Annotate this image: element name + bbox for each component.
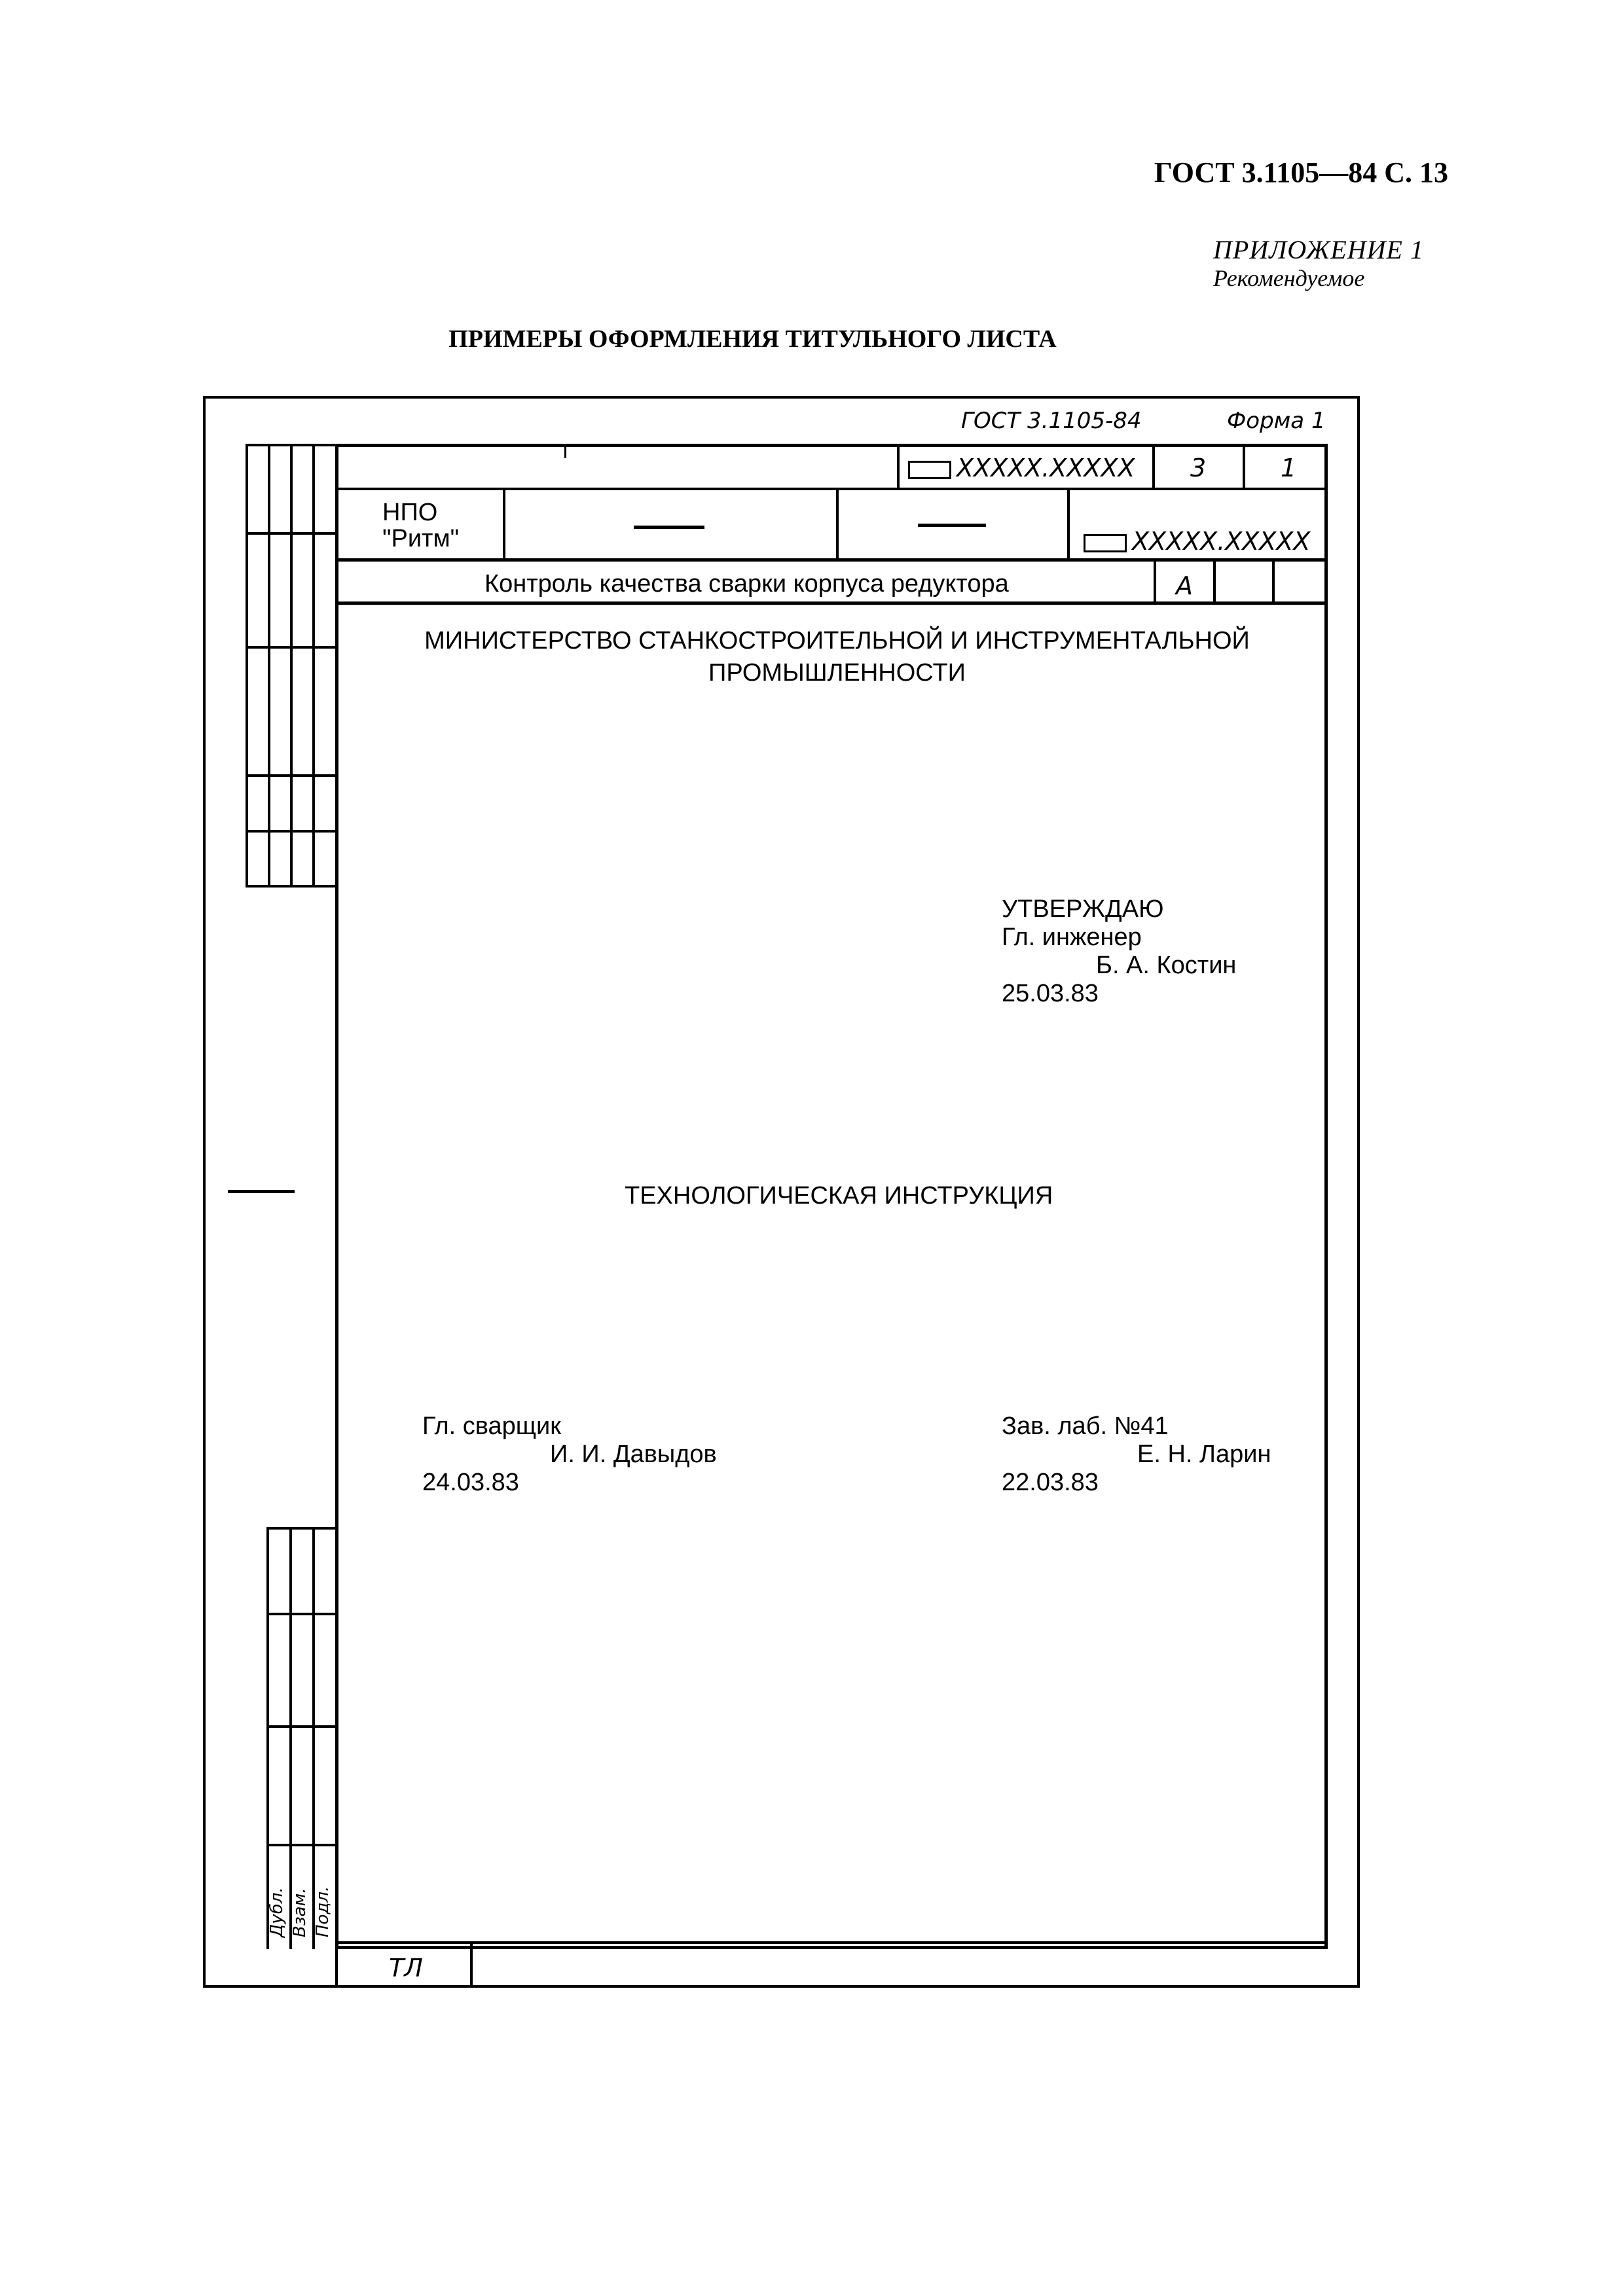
sheet-number: 1 — [1281, 454, 1297, 482]
footer-row-line — [335, 1941, 1328, 1944]
side-label-podl: Подл. — [313, 1886, 333, 1937]
form-number: Форма 1 — [1227, 408, 1326, 434]
section-title: ПРИМЕРЫ ОФОРМЛЕНИЯ ТИТУЛЬНОГО ЛИСТА — [448, 325, 1057, 353]
footer-code: ТЛ — [389, 1954, 423, 1982]
appendix-label: ПРИЛОЖЕНИЕ 1 — [1213, 235, 1424, 264]
dash-mark — [918, 524, 986, 527]
stamp-divider — [1243, 444, 1245, 489]
signer-right-role: Зав. лаб. №41 — [1002, 1412, 1169, 1440]
stamp-row3-bottom — [335, 601, 1328, 605]
signer-right-date: 22.03.83 — [1002, 1469, 1099, 1496]
stamp-divider — [1213, 560, 1216, 603]
code-frame-icon — [1084, 534, 1127, 552]
letter: А — [1176, 571, 1193, 600]
approval-date: 25.03.83 — [1002, 980, 1099, 1007]
stamp-divider — [897, 444, 900, 489]
stamp-divider — [1272, 560, 1275, 603]
signer-left-role: Гл. сварщик — [422, 1412, 561, 1440]
stamp-tick — [564, 444, 566, 458]
signer-left-date: 24.03.83 — [422, 1469, 519, 1496]
doc-code-1-text: XXXXX.XXXXX — [957, 454, 1135, 482]
code-frame-icon — [908, 461, 951, 479]
stamp-row1-bottom — [335, 488, 1328, 490]
side-label-vzam: Взам. — [290, 1888, 310, 1937]
side-label-dubl: Дубл. — [267, 1887, 287, 1937]
approval-word: УТВЕРЖДАЮ — [1002, 895, 1164, 923]
document-type: ТЕХНОЛОГИЧЕСКАЯ ИНСТРУКЦИЯ — [625, 1182, 1053, 1210]
approval-name: Б. А. Костин — [1096, 952, 1237, 979]
doc-title: Контроль качества сварки корпуса редуктора — [484, 570, 1009, 598]
ministry-name: МИНИСТЕРСТВО СТАНКОСТРОИТЕЛЬНОЙ И ИНСТРУМЕНТАЛЬНОЙ ПРОМЫШЛЕННОСТИ — [424, 627, 1250, 687]
doc-code-2 — [1084, 529, 1310, 554]
signer-left-name: И. И. Давыдов — [550, 1441, 717, 1468]
footer-divider — [470, 1943, 473, 1986]
dash-mark — [634, 526, 704, 529]
footer-left-border — [335, 1943, 338, 1986]
appendix-status: Рекомендуемое — [1213, 265, 1365, 291]
sheet-count: 3 — [1190, 454, 1207, 482]
stamp-divider — [1154, 560, 1156, 603]
page-header: ГОСТ 3.1105—84 С. 13 — [1154, 156, 1448, 188]
stamp-divider — [503, 489, 505, 560]
organization: НПО "Ритм" — [382, 499, 460, 552]
form-standard: ГОСТ 3.1105-84 — [961, 408, 1142, 434]
doc-code-1 — [908, 456, 1135, 480]
stamp-divider — [1152, 444, 1155, 489]
approval-role: Гл. инженер — [1002, 924, 1142, 951]
doc-code-2-text: XXXXX.XXXXX — [1132, 527, 1311, 556]
dash-mark — [228, 1190, 295, 1193]
stamp-divider — [1067, 489, 1070, 560]
signer-right-name: Е. Н. Ларин — [1137, 1441, 1271, 1468]
left-margin-table-top — [246, 444, 335, 888]
stamp-row2-bottom — [335, 558, 1328, 562]
stamp-divider — [836, 489, 839, 560]
